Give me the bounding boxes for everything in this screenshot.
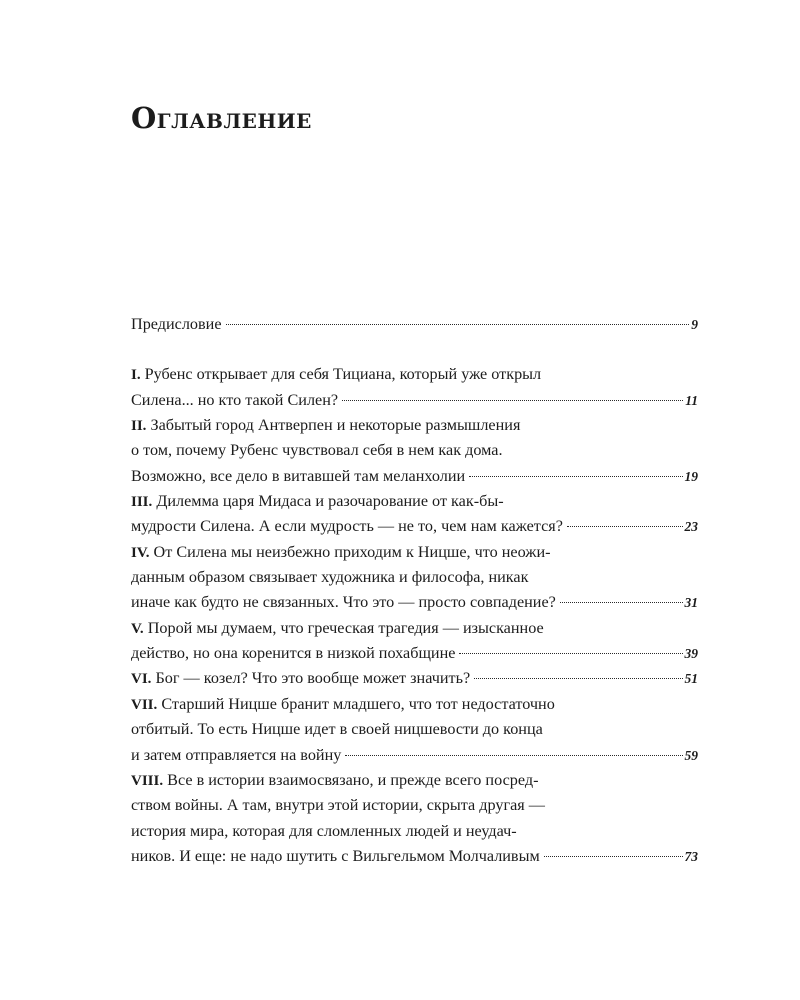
chapter-title-line: Дилемма царя Мидаса и разочарование от как-бы- <box>156 492 504 511</box>
page-number: 11 <box>685 392 698 408</box>
chapter-title-line: ников. И еще: не надо шутить с Вильгельмом Молчаливым <box>131 846 540 865</box>
chapter-numeral: VI. <box>131 671 152 688</box>
toc-entry-chapter-4[interactable] <box>131 540 698 616</box>
chapter-title-line: Возможно, все дело в витавшей там меланхолии <box>131 466 466 485</box>
dot-leader <box>567 526 683 527</box>
chapter-title-line: и затем отправляется на войну <box>131 745 342 764</box>
chapter-title-line: Все в истории взаимосвязано, и прежде всего посред- <box>167 770 539 789</box>
chapter-title-line: Забытый город Антверпен и некоторые размышления <box>150 416 521 435</box>
chapter-title-line: данным образом связывает художника и философа, никак <box>131 568 529 587</box>
toc-entry-chapter-2[interactable] <box>131 413 698 489</box>
toc-entry-chapter-5[interactable] <box>131 616 698 667</box>
chapter-title-line: От Силена мы неизбежно приходим к Ницше, что неожи- <box>153 542 551 561</box>
chapter-title-line: Бог — козел? Что это вообще может значить? <box>155 669 471 688</box>
page-number: 19 <box>684 468 698 484</box>
chapter-title-line: действо, но она коренится в низкой похабщине <box>131 644 456 663</box>
dot-leader <box>226 324 690 325</box>
chapter-title-line: ством войны. А там, внутри этой истории, скрыта другая — <box>131 796 545 815</box>
chapter-title-line: Порой мы думаем, что греческая трагедия — изысканное <box>147 618 544 637</box>
dot-leader <box>345 755 682 756</box>
chapter-title-line: Силена... но кто такой Силен? <box>131 390 339 409</box>
chapter-title-line: иначе как будто не связанных. Что это — просто совпадение? <box>131 593 556 612</box>
toc-entry-label: Предисловие <box>131 315 222 333</box>
toc-entry-chapter-3[interactable] <box>131 489 698 540</box>
chapter-numeral: V. <box>131 620 144 637</box>
toc-entry-preface[interactable] <box>131 312 698 337</box>
dot-leader <box>474 678 682 679</box>
toc-entry-chapter-8[interactable] <box>131 768 698 869</box>
toc-entry-chapter-6[interactable] <box>131 666 698 691</box>
chapter-numeral: VII. <box>131 696 158 713</box>
chapter-title-line: история мира, которая для сломленных людей и неудач- <box>131 821 517 840</box>
page-number: 59 <box>684 747 698 763</box>
page-number: 73 <box>684 848 698 864</box>
chapter-title-line: Рубенс открывает для себя Тициана, который уже открыл <box>144 365 542 384</box>
chapter-title-line: отбитый. То есть Ницше идет в своей ницшевости до конца <box>131 720 543 739</box>
table-of-contents <box>131 312 698 869</box>
page-number: 31 <box>684 595 698 611</box>
chapter-numeral: VIII. <box>131 772 164 789</box>
chapter-title-line: о том, почему Рубенс чувствовал себя в нем как дома. <box>131 441 503 460</box>
dot-leader <box>342 400 683 401</box>
chapter-numeral: IV. <box>131 544 150 561</box>
page-number: 39 <box>684 646 698 662</box>
page-title: Оглавление <box>131 101 312 135</box>
chapter-title-line: мудрости Силена. А если мудрость — не то, чем нам кажется? <box>131 517 563 536</box>
toc-entry-chapter-7[interactable] <box>131 692 698 768</box>
chapter-numeral: III. <box>131 494 153 511</box>
page-number: 23 <box>684 519 698 535</box>
dot-leader <box>459 653 682 654</box>
dot-leader <box>544 856 683 857</box>
chapter-numeral: II. <box>131 418 147 435</box>
chapter-title-line: Старший Ницше бранит младшего, что тот недостаточно <box>161 694 555 713</box>
page-number: 51 <box>684 671 698 687</box>
toc-entry-chapter-1[interactable] <box>131 362 698 413</box>
chapter-numeral: I. <box>131 367 141 384</box>
page-number: 9 <box>691 317 698 332</box>
dot-leader <box>469 476 682 477</box>
dot-leader <box>560 602 683 603</box>
